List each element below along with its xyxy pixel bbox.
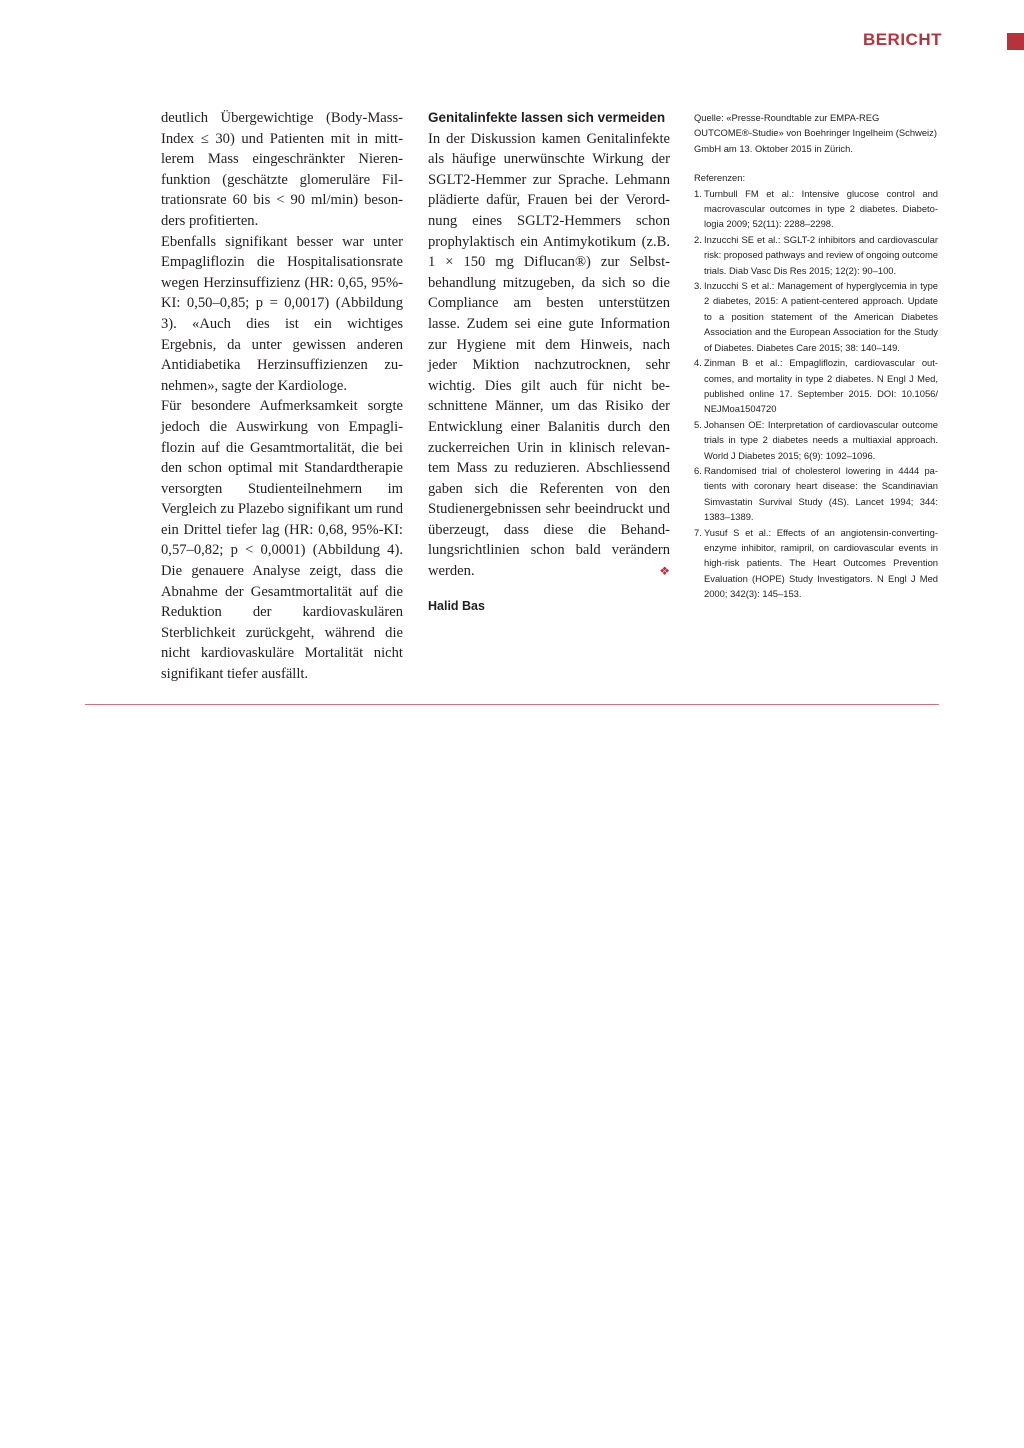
section-label: BERICHT	[862, 30, 942, 49]
reference-number: 3.	[694, 280, 702, 292]
reference-item	[694, 355, 938, 417]
reference-item	[694, 525, 938, 602]
body-paragraph: Ebenfalls signifikant besser war unter Empagliflozin die Hospitalisationsrate wegen Herzinsuffizienz (HR: 0,65, 95%-KI: 0,50–0,85; p = 0,0017) (Abbildung 3). «Auch dies ist ein wichtiges Ergebnis, da unter gewissen anderen Antidiabetika Herzinsuffizienzen zunehmen», sagte der Kardiologe.	[161, 233, 403, 394]
article-column-1	[161, 108, 403, 685]
author-name: Halid Bas	[428, 598, 485, 613]
reference-text: Zinman B et al.: Empagliflozin, cardiovascular outcomes, and mortality in type 2 diabetes. N Engl J Med, published online 17. September 2015. DOI: 10.1056/ NEJMoa1504720	[704, 357, 938, 415]
article-column-2	[428, 108, 670, 616]
section-subheading: Genitalinfekte lassen sich vermeiden	[428, 110, 666, 125]
reference-item	[694, 232, 938, 278]
reference-number: 5.	[694, 418, 702, 430]
body-paragraph: Für besondere Aufmerksamkeit sorgte jedoch die Auswirkung von Empagliflozin auf die Gesamtmortalität, die bei den schon optimal mit Standardtherapie versorgten Studienteilnehmern im Vergleich zu Plazebo signifikant um rund ein Drittel tiefer lag (HR: 0,68, 95%-KI: 0,57–0,82; p < 0,0001) (Abbildung 4). Die genauere Analyse zeigt, dass die Abnahme der Gesamtmortalität auf die Reduktion der kardiovaskulären Sterblichkeit zurückgeht, während die nicht kardiovaskuläre Mortalität nicht signifikant tiefer ausfällt.	[161, 398, 403, 683]
reference-item	[694, 463, 938, 525]
end-mark-icon: ❖	[659, 564, 670, 579]
reference-item	[694, 278, 938, 355]
reference-item	[694, 186, 938, 232]
reference-text: Inzucchi SE et al.: SGLT-2 inhibitors and cardiovascular risk: proposed pathways and review of ongoing outcome trials. Diab Vasc Dis Res 2015; 12(2): 90–100.	[704, 233, 938, 276]
body-paragraph: deutlich Übergewichtige (Body-Mass-Index ≤ 30) und Patienten mit in mittlerem Mass eingeschränkter Nierenfunktion (geschätzte glomeruläre Filtrationsrate 60 bis < 90 ml/min) besonders profitierten.	[161, 110, 403, 229]
source-note: Quelle: «Presse-Roundtable zur EMPA-REG OUTCOME®-Studie» von Boehringer Ingelheim (Schweiz) GmbH am 13. Oktober 2015 in Zürich.	[694, 112, 937, 154]
references-list	[694, 186, 938, 602]
section-divider	[85, 704, 939, 705]
references-column	[694, 110, 938, 602]
reference-number: 2.	[694, 233, 702, 245]
reference-number: 6.	[694, 464, 702, 476]
reference-number: 1.	[694, 187, 702, 199]
reference-text: Randomised trial of cholesterol lowering in 4444 patients with coronary heart disease: the Scandinavian Simvastatin Survival Study (4S). Lancet 1994; 344: 1383–1389.	[704, 464, 938, 523]
reference-text: Yusuf S et al.: Effects of an angiotensin-converting-enzyme inhibitor, ramipril, on cardiovascular events in high-risk patients. The Heart Outcomes Prevention Evaluation (HOPE) Study Investigators. N Engl J Med 2000; 342(3): 145–153.	[704, 526, 938, 600]
reference-text: Johansen OE: Interpretation of cardiovascular outcome trials in type 2 diabetes needs a multiaxial approach. World J Diabetes 2015; 6(9): 1092–1096.	[704, 418, 938, 461]
section-marker	[1007, 33, 1024, 50]
body-paragraph-text: In der Diskussion kamen Genitalinfekte als häufige unerwünschte Wirkung der SGLT2-Hemmer zur Sprache. Lehmann plädierte dafür, Frauen bei der Verordnung eines SGLT2-Hemmers schon prophylaktisch ein Antimykotikum (z.B. 1 × 150 mg Diflucan®) zur Selbstbehandlung mitzugeben, da sich so die Compliance am besten unterstützen lasse. Zudem sei eine gute Information zur Hygiene mit dem Hinweis, nach jeder Miktion nachzutrocknen, sehr wichtig. Dies gilt auch für nicht beschnittene Männer, um das Risiko der Entwicklung einer Balanitis durch den zuckerreichen Urin in klinisch relevantem Mass zu reduzieren. Abschliessend gaben sich die Referenten von den Studienergebnissen sehr beeindruckt und überzeugt, dass diese die Behandlungsrichtlinien schon bald verändern werden.	[428, 130, 670, 580]
reference-item	[694, 417, 938, 463]
reference-text: Inzucchi S et al.: Management of hyperglycemia in type 2 diabetes, 2015: A patient-centered approach. Update to a position statement of the American Diabetes Association and the European Association for the Study of Diabetes. Diabetes Care 2015; 38: 140–149.	[704, 280, 938, 353]
reference-number: 4.	[694, 357, 702, 369]
reference-number: 7.	[694, 526, 702, 538]
references-heading: Referenzen:	[694, 172, 746, 184]
reference-text: Turnbull FM et al.: Intensive glucose control and macrovascular outcomes in type 2 diabetes. Diabetologia 2009; 52(11): 2288–2298.	[704, 187, 938, 230]
body-paragraph	[428, 129, 670, 582]
